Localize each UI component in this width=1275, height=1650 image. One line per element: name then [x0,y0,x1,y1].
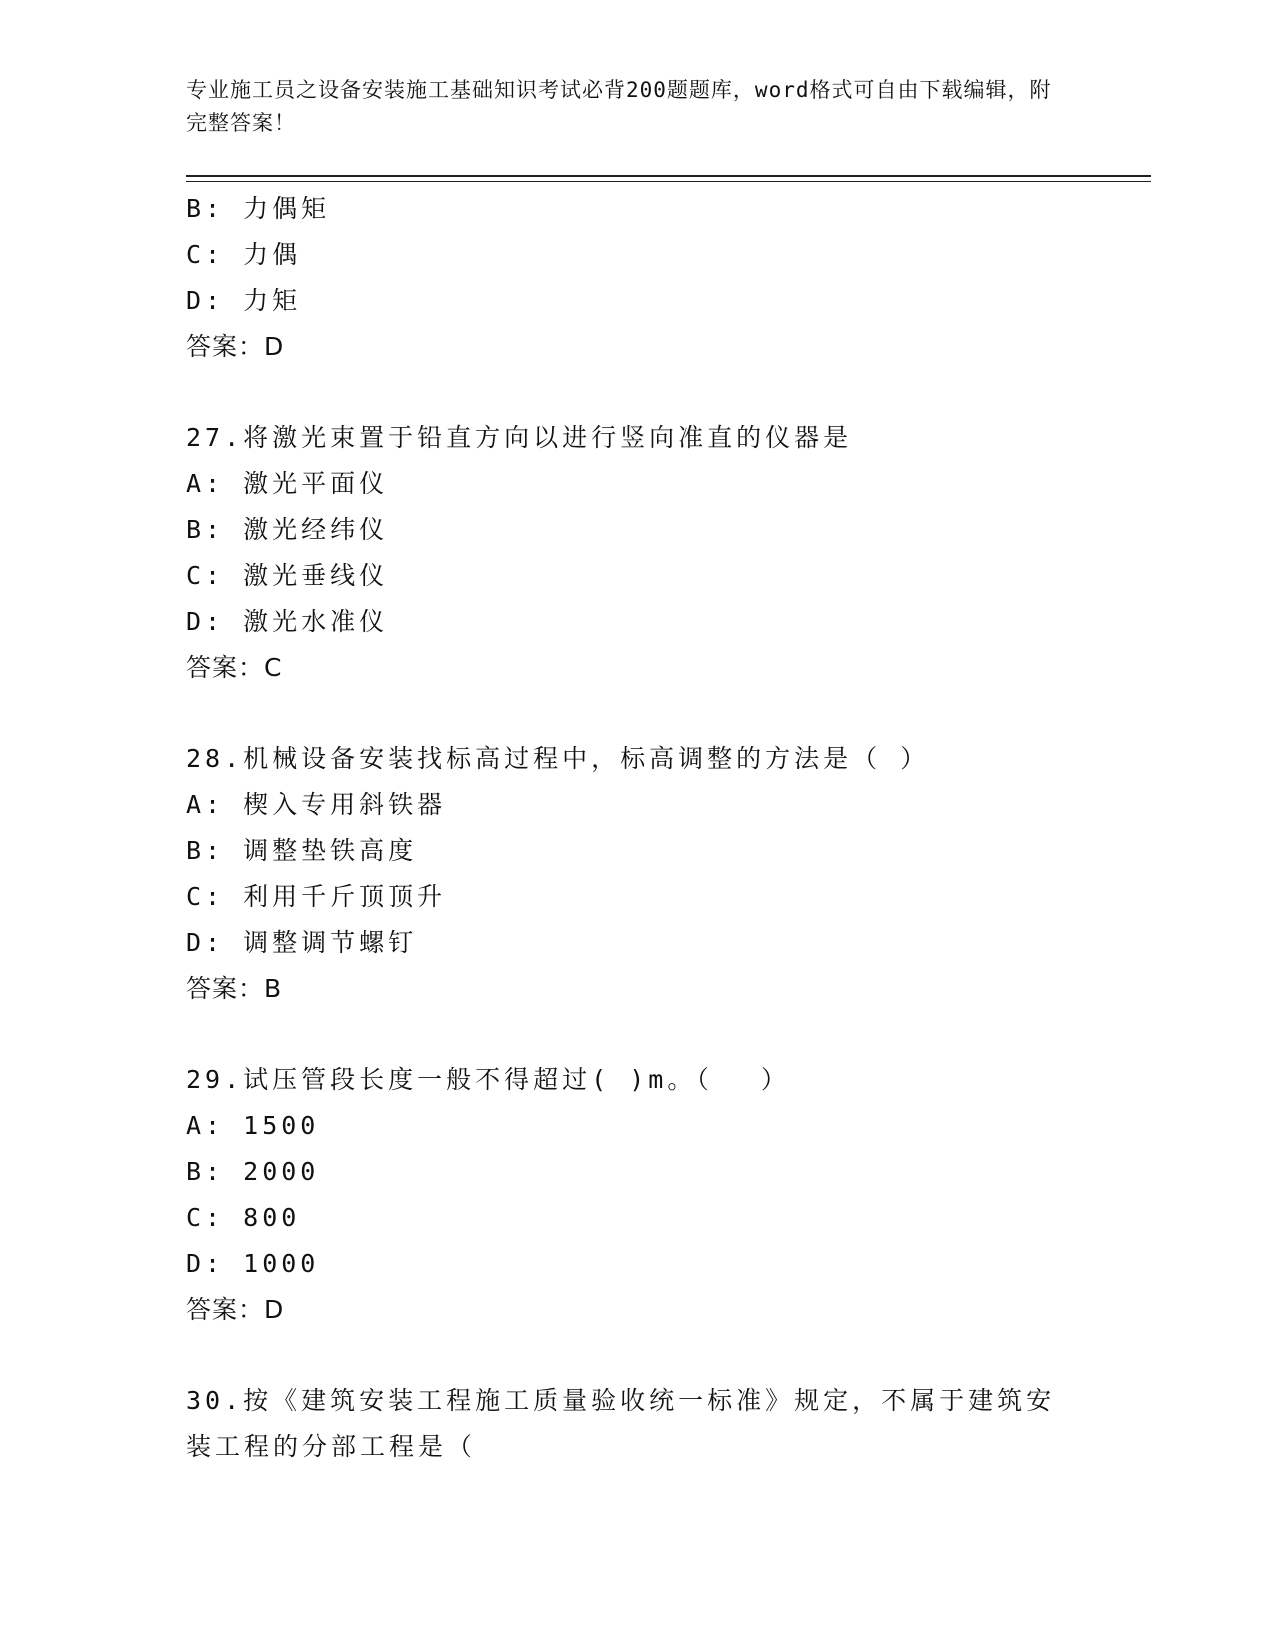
option-c: C: 利用千斤顶顶升 [186,882,447,911]
option-b: B: 力偶矩 [186,194,331,223]
question-30 [186,1378,1086,1470]
question-28 [186,736,1086,1012]
option-c: C: 力偶 [186,240,302,269]
option-c: C: 激光垂线仪 [186,561,389,590]
question-stem: 29.试压管段长度一般不得超过( )m。（ ） [186,1065,790,1094]
option-a: A: 激光平面仪 [186,469,389,498]
document-header: 专业施工员之设备安装施工基础知识考试必背200题题库，word格式可自由下载编辑，附完整答案！ [186,78,1052,135]
option-b: B: 激光经纬仪 [186,515,389,544]
option-a: A: 楔入专用斜铁器 [186,790,447,819]
header-divider-thick [186,175,1151,177]
option-d: D: 激光水准仪 [186,607,389,636]
answer-line: 答案：C [186,653,283,682]
spacer [186,1333,1086,1378]
spacer [186,370,1086,415]
answer-line: 答案：B [186,974,283,1003]
question-26-tail [186,186,1086,370]
question-stem: 30.按《建筑安装工程施工质量验收统一标准》规定，不属于建筑安装工程的分部工程是（ [186,1386,1056,1461]
spacer [186,691,1086,736]
header-divider-thin [186,181,1151,182]
answer-line: 答案：D [186,1295,285,1324]
answer-line: 答案：D [186,332,285,361]
option-b: B: 调整垫铁高度 [186,836,418,865]
option-b: B: 2000 [186,1157,320,1186]
option-a: A: 1500 [186,1111,320,1140]
spacer [186,1012,1086,1057]
question-list [186,186,1086,1470]
option-d: D: 调整调节螺钉 [186,928,418,957]
option-d: D: 力矩 [186,286,302,315]
question-stem: 27.将激光束置于铅直方向以进行竖向准直的仪器是 [186,423,853,452]
option-c: C: 800 [186,1203,301,1232]
question-stem: 28.机械设备安装找标高过程中，标高调整的方法是（ ） [186,744,930,773]
option-d: D: 1000 [186,1249,320,1278]
question-29 [186,1057,1086,1333]
question-27 [186,415,1086,691]
